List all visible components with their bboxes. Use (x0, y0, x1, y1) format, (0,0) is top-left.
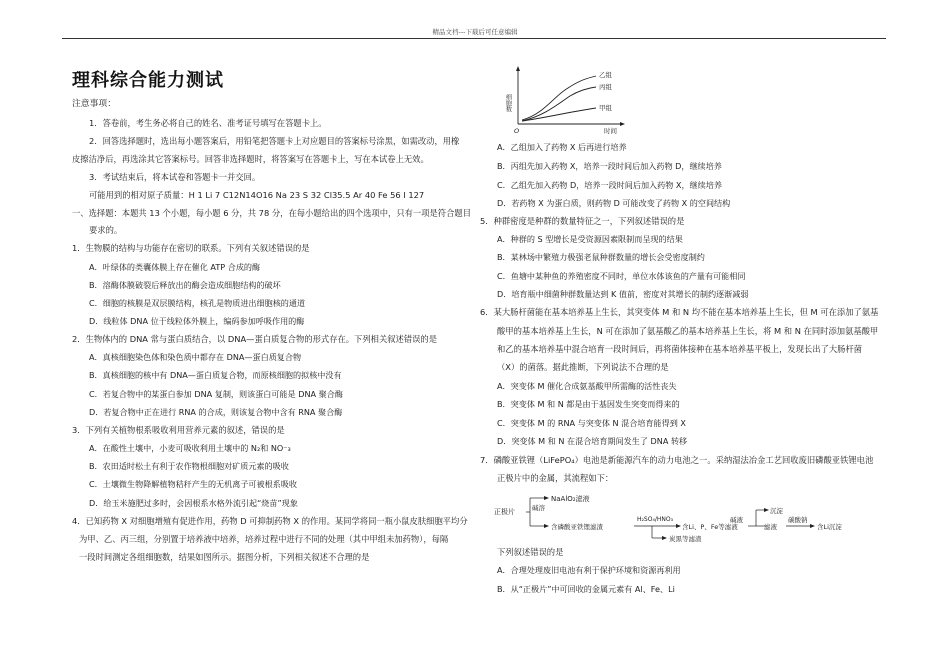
flow-lifepo4-residue: 含磷酸亚铁锂滤渣 (551, 523, 603, 531)
option-line: C．细胞的核膜是双层膜结构，核孔是物质进出细胞核的通道 (89, 298, 306, 308)
page-header: 精品文档---下载后可任意编辑 (432, 28, 518, 36)
flow-li-precipitate: 含Li沉淀 (817, 523, 842, 531)
option-line: A．合理处理废旧电池有利于保护环境和资源再利用 (497, 565, 681, 575)
option-line: B．突变体 M 和 N 都是由于基因发生突变而得来的 (497, 399, 680, 409)
question-line: 可能用到的相对原子质量：H 1 Li 7 C12N14O16 Na 23 S 32 Cl35.5 Ar 40 Fe 56 I 127 (89, 190, 425, 200)
question-line: 注意事项： (72, 99, 116, 109)
question-line: 要求的。 (89, 225, 123, 235)
option-line: C．若复合物中的某蛋白参加 DNA 复制，则该蛋白可能是 DNA 聚合酶 (89, 389, 343, 399)
origin-label: O (514, 127, 520, 135)
question-line: 一段时间测定各组细胞数，结果如图所示。据图分析，下列相关叙述不合理的是 (79, 552, 370, 562)
option-line: B．丙组先加入药物 X，培养一段时间后加入药物 D，继续培养 (497, 161, 722, 171)
question-line: 皮擦洁净后，再选涂其它答案标号。回答非选择题时，将答案写在答题卡上，写在本试卷上无效。 (72, 154, 429, 164)
series-label-yi: 乙组 (599, 71, 612, 79)
question-line: 1．生物膜的结构与功能存在密切的联系。下列有关叙述错误的是 (72, 243, 310, 253)
question-line: 6．某大肠杆菌能在基本培养基上生长，其突变体 M 和 N 均不能在基本培养基上生长，但 M 可在添加了氨基 (480, 307, 879, 317)
option-line: A．叶绿体的类囊体膜上存在催化 ATP 合成的酶 (89, 262, 261, 272)
question-line: 2．回答选择题时，选出每小题答案后，用铅笔把答题卡上对应题目的答案标号涂黑，如需改动，用橡 (89, 136, 460, 146)
x-axis-arrow (620, 122, 625, 126)
x-axis-label: 时间 (604, 127, 617, 135)
question-line: （X）的菌落。据此推断，下列说法不合理的是 (497, 362, 669, 372)
question-line: 1．答卷前，考生务必将自己的姓名、准考证号填写在答题卡上。 (89, 118, 327, 128)
question-line: 为甲、乙、丙三组，分别置于培养液中培养，培养过程中进行不同的处理（其中甲组未加药物），每隔 (79, 534, 449, 544)
question-line: 下列叙述错误的是 (497, 547, 564, 557)
option-line: B．某林场中繁殖力极强老鼠种群数量的增长会受密度制约 (497, 252, 705, 262)
question-line: 和乙的基本培养基中混合培育一段时间后，再将菌体接种在基本培养基平板上，发现长出了大肠杆菌 (497, 344, 863, 354)
y-axis-label: 细胞数 (504, 94, 512, 112)
option-line: D．突变体 M 和 N 在混合培育期间发生了 DNA 转移 (497, 436, 688, 446)
option-line: A．突变体 M 催化合成氨基酸甲所需酶的活性丧失 (497, 381, 677, 391)
option-line: D．若复合物中正在进行 RNA 的合成，则该复合物中含有 RNA 聚合酶 (89, 407, 343, 417)
option-line: A．乙组加入了药物 X 后再进行培养 (497, 142, 627, 152)
flow-filtrate: 滤液 (764, 523, 777, 531)
question-line: 3．下列有关植物根系吸收利用营养元素的叙述，错误的是 (72, 425, 285, 435)
question-line: 7．磷酸亚铁锂（LiFePO₄）电池是新能源汽车的动力电池之一。采纳湿法冶金工艺回收废旧磷酸亚铁锂电池 (480, 455, 874, 465)
option-line: D．线粒体 DNA 位于线粒体外膜上，编码参加呼吸作用的酶 (89, 316, 305, 326)
option-line: C．突变体 M 的 RNA 与突变体 N 混合培育能得到 X (497, 418, 686, 428)
option-line: A．种群的 S 型增长是受资源因素限制而呈现的结果 (497, 234, 683, 244)
option-line: D．培育瓶中细菌种群数量达到 K 值前，密度对其增长的制约逐渐减弱 (497, 289, 749, 299)
option-line: C．鱼塘中某种鱼的养殖密度不同时，单位水体该鱼的产量有可能相同 (497, 271, 746, 281)
question-line: 4．已知药物 X 对细胞增殖有促进作用，药物 D 可抑制药物 X 的作用。某同学将同一瓶小鼠皮肤细胞平均分 (72, 516, 468, 526)
option-line: A．真核细胞染色体和染色质中都存在 DNA—蛋白质复合物 (89, 352, 302, 362)
flow-carbon-residue: 炭黑等滤渣 (669, 535, 702, 542)
option-line: C．乙组先加入药物 D，培养一段时间后加入药物 X，继续培养 (497, 180, 722, 190)
flow-naalo2-filtrate: NaAlO₂滤液 (551, 495, 590, 503)
recycling-flow-diagram (494, 486, 874, 542)
flow-start: 正极片 (494, 508, 515, 516)
option-line: B．从“正极片”中可回收的金属元素有 Al、Fe、Li (497, 584, 675, 594)
flow-acid-reagent: H₂SO₄/HNO₃ (637, 516, 674, 523)
series-label-jia: 甲组 (599, 104, 612, 112)
question-line: 酸甲的基本培养基上生长，N 可在添加了氨基酸乙的基本培养基上生长，将 M 和 N 在同时添加氨基酸甲 (497, 326, 879, 336)
question-line: 正极片中的金属，其流程如下： (497, 473, 614, 483)
series-label-bing: 丙组 (599, 83, 612, 91)
option-line: D．若药物 X 为蛋白质，则药物 D 可能改变了药物 X 的空间结构 (497, 198, 731, 208)
option-line: B．农田适时松土有利于农作物根细胞对矿质元素的吸收 (89, 461, 289, 471)
option-line: B．真核细胞的核中有 DNA—蛋白质复合物，而原核细胞的拟核中没有 (89, 370, 342, 380)
header-rule (62, 38, 886, 39)
option-line: D．给玉米施肥过多时，会因根系水格外流引起“烧苗”现象 (89, 498, 298, 508)
curve-yi (522, 76, 596, 120)
question-line: 5．种群密度是种群的数量特征之一，下列叙述错误的是 (480, 216, 685, 226)
question-line: 一、选择题：本题共 13 个小题，每小题 6 分，共 78 分，在每小题给出的四个选项中，只有一项是符合题目 (72, 208, 471, 218)
y-axis-arrow (516, 66, 520, 71)
question-line: 3．考试结束后，将本试卷和答题卡一并交回。 (89, 172, 261, 182)
flow-precipitate: 沉淀 (770, 507, 783, 515)
flow-alkali-liquid: 碱液 (730, 516, 743, 524)
page-title: 理科综合能力测试 (72, 70, 224, 91)
option-line: A．在酸性土壤中，小麦可吸收利用土壤中的 N₂和 NO⁻₃ (89, 443, 291, 453)
option-line: B．溶酶体膜破裂后释放出的酶会造成细胞结构的破坏 (89, 280, 281, 290)
curve-jia (522, 108, 596, 121)
question-line: 2．生物体内的 DNA 常与蛋白质结合，以 DNA—蛋白质复合物的形式存在。下列相关叙述错误的是 (72, 334, 438, 344)
flow-li-p-fe-filtrate: 含Li、P、Fe等滤液 (682, 523, 738, 531)
flow-alkali-dissolve: 碱溶 (532, 504, 545, 512)
flow-sodium-carbonate: 碳酸钠 (788, 516, 808, 524)
cell-growth-graph (504, 64, 634, 138)
option-line: C．土壤微生物降解植物秸秆产生的无机离子可被根系吸收 (89, 479, 297, 489)
